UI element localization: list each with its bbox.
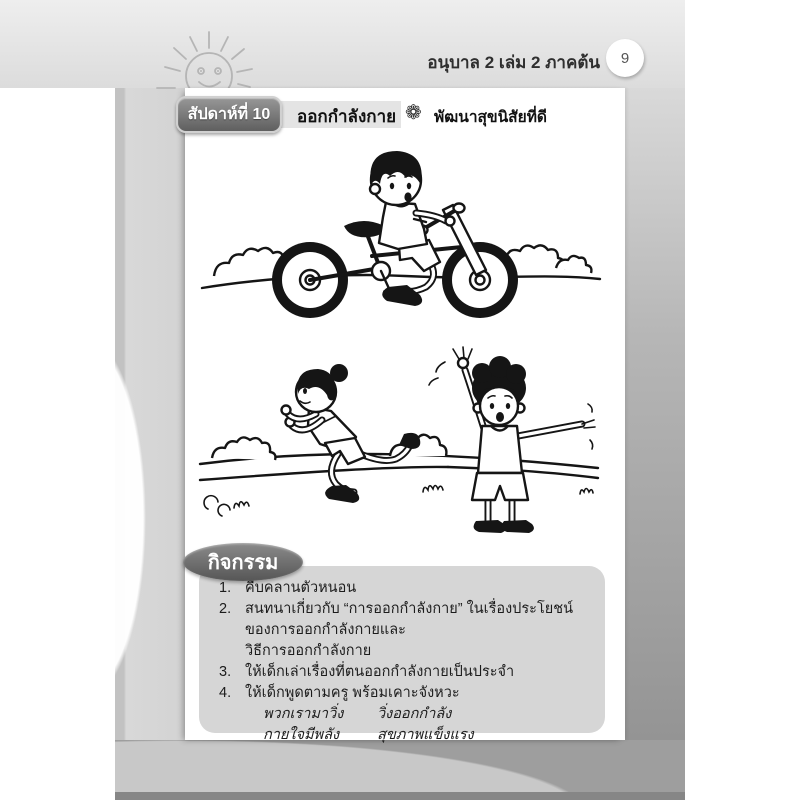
activities-heading: กิจกรรม (207, 552, 279, 574)
chant-line-2 (263, 725, 591, 746)
item-number: 2. (219, 601, 232, 617)
book-title: อนุบาล 2 เล่ม 2 ภาคต้น (427, 53, 600, 72)
activities-box (199, 566, 605, 743)
item-number: 1. (219, 580, 232, 596)
item-text: สนทนาเกี่ยวกับ “การออกกำลังกาย” ในเรื่องประโยชน์ของการออกกำลังกายและ (245, 601, 573, 638)
content-panel (185, 88, 625, 743)
chant-text: สุขภาพแข็งแรง (377, 727, 474, 743)
page-left-band (115, 88, 185, 800)
week-label-box (176, 96, 282, 133)
page-number: 9 (620, 49, 630, 67)
item-number: 4. (219, 685, 232, 701)
activities-heading-badge (183, 543, 303, 581)
chant-line-1 (263, 704, 591, 725)
page-right-band (625, 88, 685, 800)
flower-icon: ❁ (405, 102, 422, 124)
page-number-badge (606, 39, 644, 77)
activity-item-2-continued: วิธีการออกกำลังกาย (245, 643, 372, 659)
illustration-boy-riding-bicycle (200, 140, 602, 341)
item-text: ให้เด็กเล่าเรื่องที่ตนออกกำลังกายเป็นประจำ (245, 664, 515, 680)
week-label: สัปดาห์ที่ 10 (187, 106, 271, 123)
topic-title: ออกกำลังกาย (297, 107, 397, 126)
page-bottom-dark-strip (115, 792, 685, 800)
item-number: 3. (219, 664, 232, 680)
activity-item-2 (219, 599, 591, 641)
activity-item-1 (219, 578, 591, 599)
activity-item-3 (219, 662, 591, 683)
chant-text: กายใจมีพลัง (263, 727, 340, 743)
item-text: คืบคลานตัวหนอน (245, 580, 357, 596)
page-bottom-band (115, 740, 685, 792)
lesson-subtitle: พัฒนาสุขนิสัยที่ดี (434, 109, 547, 126)
chant-text: พวกเรามาวิ่ง (263, 706, 344, 722)
illustration-girl-running-boy-stretching (198, 340, 602, 545)
activity-item-4 (219, 683, 591, 704)
chant-text: วิ่งออกกำลัง (377, 706, 452, 722)
item-text: ให้เด็กพูดตามครู พร้อมเคาะจังหวะ (245, 685, 460, 701)
